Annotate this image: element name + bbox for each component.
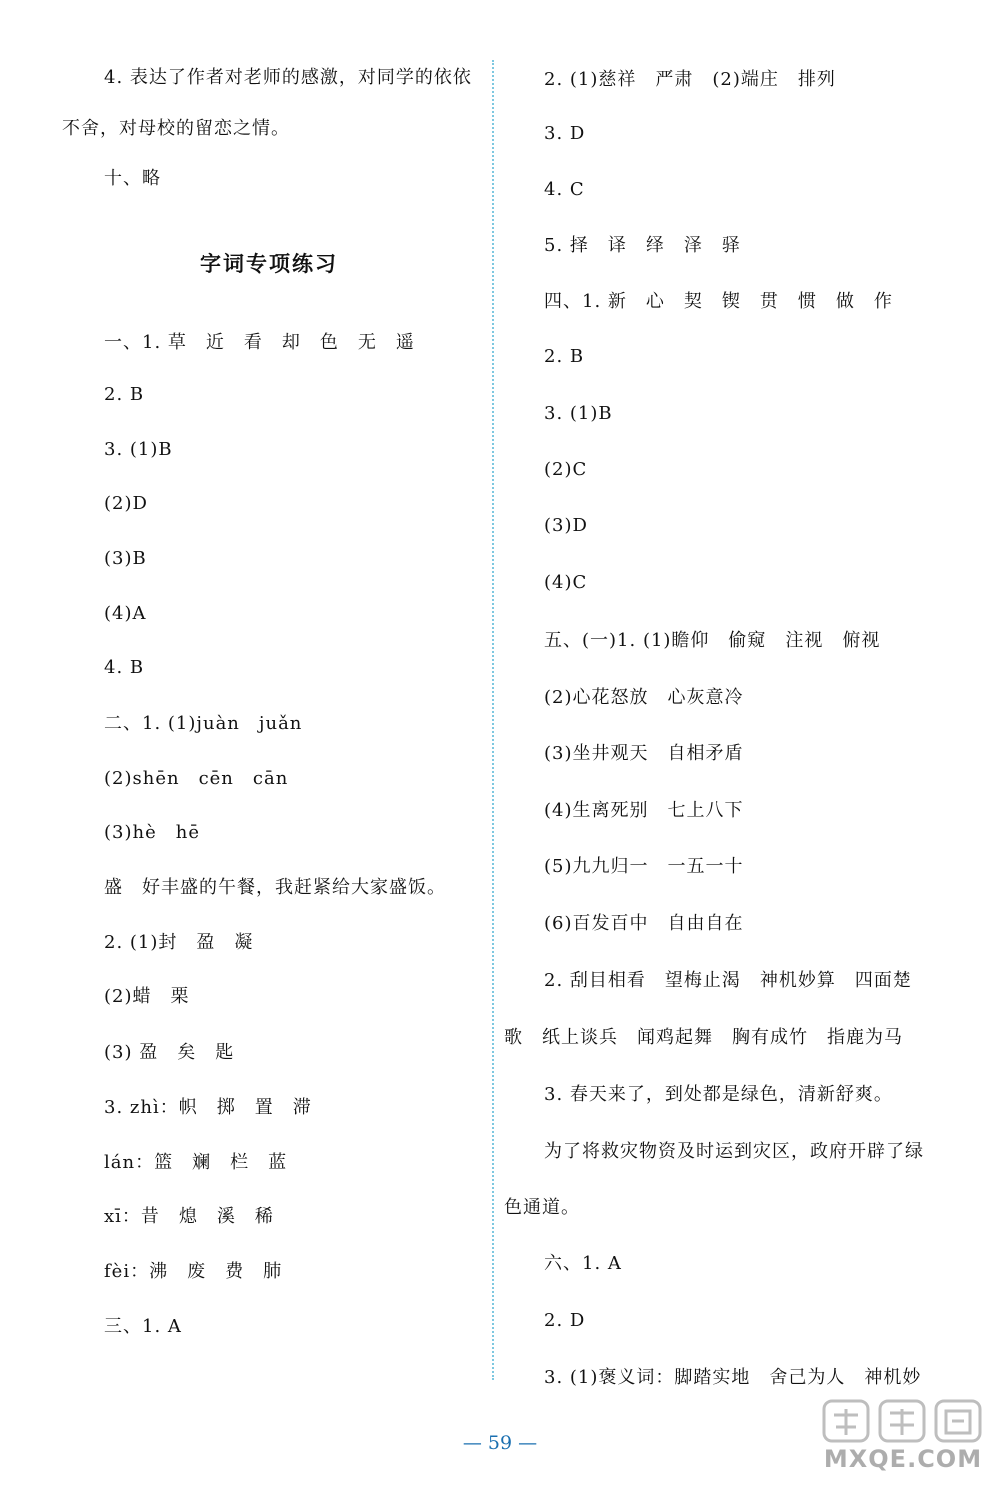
answer-line: 为了将救灾物资及时运到灾区，政府开辟了绿 [544,1141,924,1162]
answer-line: (5)九九归一 一五一十 [544,856,744,877]
answer-line: 4. 表达了作者对老师的感激，对同学的依依 [104,67,472,88]
answer-line: (6)百发百中 自由自在 [544,913,744,934]
section-heading: 字词专项练习 [200,252,338,276]
answer-line: 盛 好丰盛的午餐，我赶紧给大家盛饭。 [104,877,446,898]
answer-line: (2)shēn cēn cān [104,768,289,789]
answer-line: 2. B [544,346,585,367]
answer-line: 色通道。 [504,1197,580,1218]
answer-line: (3) 盈 矣 匙 [104,1042,235,1063]
column-divider [492,60,494,1380]
answer-line: lán：篮 斓 栏 蓝 [104,1152,288,1173]
answer-line: 3. zhì：帜 掷 置 滞 [104,1097,312,1118]
answer-line: 2. (1)慈祥 严肃 (2)端庄 排列 [544,69,836,90]
answer-line: 歌 纸上谈兵 闻鸡起舞 胸有成竹 指鹿为马 [504,1027,903,1048]
answer-line: 2. (1)封 盈 凝 [104,932,254,953]
answer-line: (2)心花怒放 心灰意冷 [544,687,744,708]
answer-line: xī：昔 熄 溪 稀 [104,1206,274,1227]
answer-line: 三、1. A [104,1316,182,1337]
answer-line: 一、1. 草 近 看 却 色 无 遥 [104,332,415,353]
watermark-icon [818,1395,988,1447]
answer-line: 2. D [544,1310,586,1331]
answer-line: 二、1. (1)juàn juǎn [104,713,303,734]
answer-line: (3)B [104,548,147,569]
answer-line: 3. D [544,123,586,144]
answer-line: fèi：沸 废 费 肺 [104,1261,283,1282]
answer-line: 3. (1)褒义词：脚踏实地 舍己为人 神机妙 [544,1367,922,1388]
answer-line: 五、(一)1. (1)瞻仰 偷窥 注视 俯视 [544,630,881,651]
watermark-logo [818,1395,988,1475]
page-number: — 59 — [462,1432,538,1454]
answer-line: (3)坐井观天 自相矛盾 [544,743,744,764]
answer-line: 十、略 [104,168,161,189]
answer-line: 3. (1)B [104,439,173,460]
answer-line: (2)D [104,493,148,514]
answer-line: 3. 春天来了，到处都是绿色，清新舒爽。 [544,1084,893,1105]
answer-line: (4)C [544,572,588,593]
answer-line: 3. (1)B [544,403,613,424]
answer-line: 4. C [544,179,585,200]
answer-line: (4)A [104,603,147,624]
watermark-text: MXQE.COM [823,1445,983,1473]
answer-line: 2. 刮目相看 望梅止渴 神机妙算 四面楚 [544,970,912,991]
answer-line: 不舍，对母校的留恋之情。 [62,118,290,139]
answer-line: 5. 择 译 绎 泽 驿 [544,235,741,256]
answer-line: (2)蜡 栗 [104,986,190,1007]
answer-line: (4)生离死别 七上八下 [544,800,744,821]
answer-line: 4. B [104,657,145,678]
answer-line: 四、1. 新 心 契 锲 贯 惯 做 作 [544,291,893,312]
answer-line: (3)hè hē [104,822,200,843]
answer-line: (2)C [544,459,588,480]
answer-line: 2. B [104,384,145,405]
answer-line: (3)D [544,515,588,536]
answer-line: 六、1. A [544,1253,622,1274]
